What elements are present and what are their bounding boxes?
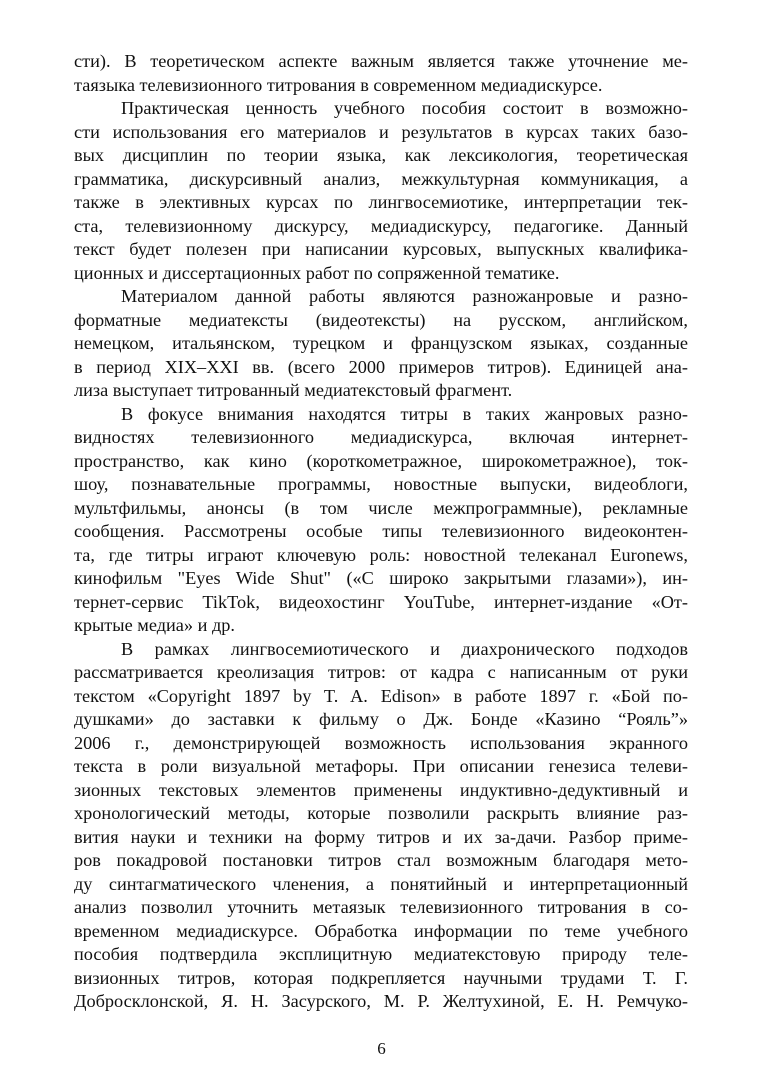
text-line: лиза выступает титрованный медиатекстовый фрагмент. — [74, 380, 513, 400]
text-line: немецком, итальянском, турецком и французском языках, созданные — [74, 333, 688, 353]
paragraph — [74, 638, 688, 1014]
text-line: видностях телевизионного медиадискурса, включая интернет- — [74, 427, 688, 447]
text-line: душками» до заставки к фильму о Дж. Бонде «Казино “Рояль”» — [74, 709, 688, 729]
text-line: та, где титры играют ключевую роль: новостной телеканал Euronews, — [74, 544, 688, 565]
text-line: сти использования его материалов и результатов в курсах таких базо- — [74, 121, 688, 142]
text-line: грамматика, дискурсивный анализ, межкультурная коммуникация, а — [74, 168, 688, 189]
text-line: кинофильм "Eyes Wide Shut" («С широко закрытыми глазами»), ин- — [74, 568, 688, 588]
text-line: Добросклонской, Я. Н. Засурского, М. Р. Желтухиной, Е. Н. Ремчуко- — [74, 991, 688, 1011]
text-line: крытые медиа» и др. — [74, 615, 235, 635]
text-line: ционных и диссертационных работ по сопряженной тематике. — [74, 262, 560, 283]
text-line: зионных текстовых элементов применены индуктивно-дедуктивный и — [74, 779, 688, 800]
text-line: также в элективных курсах по лингвосемиотике, интерпретации тек- — [74, 192, 688, 212]
text-line: сти). В теоретическом аспекте важным является также уточнение ме- — [74, 51, 688, 71]
text-line: ду синтагматического членения, а понятийный и интерпретационный — [74, 873, 688, 894]
text-line: в период XIX–XXI вв. (всего 2000 примеров титров). Единицей ана- — [74, 356, 688, 377]
text-line: пособия подтвердила эксплицитную медиатекстовую природу теле- — [74, 944, 688, 964]
text-line: Практическая ценность учебного пособия состоит в возможно- — [121, 98, 688, 118]
text-line: вития науки и техники на форму титров и их за-дачи. Разбор приме- — [74, 826, 688, 847]
text-line: вых дисциплин по теории языка, как лексикология, теоретическая — [74, 145, 688, 165]
text-line: мультфильмы, анонсы (в том числе межпрограммные), рекламные — [74, 497, 688, 518]
text-line: текстом «Copyright 1897 by T. A. Edison» в работе 1897 г. «Бой по- — [74, 685, 688, 706]
text-line: временном медиадискурсе. Обработка информации по теме учебного — [74, 920, 688, 941]
text-line: текста в роли визуальной метафоры. При описании генезиса телеви- — [74, 756, 688, 776]
text-line: хронологический методы, которые позволили раскрыть влияние раз- — [74, 803, 688, 823]
paragraph — [74, 97, 688, 285]
text-line: пространство, как кино (короткометражное, широкометражное), ток- — [74, 450, 688, 471]
text-line: рассматривается креолизация титров: от кадра с написанным от руки — [74, 662, 688, 682]
text-line: 2006 г., демонстрирующей возможность использования экранного — [74, 732, 688, 753]
body-text — [74, 50, 688, 1014]
page-number: 6 — [377, 1039, 386, 1058]
text-line: форматные медиатексты (видеотексты) на русском, английском, — [74, 309, 688, 330]
text-line: шоу, познавательные программы, новостные выпуски, видеоблоги, — [74, 474, 688, 494]
paragraph — [74, 285, 688, 403]
text-line: тернет-сервис TikTok, видеохостинг YouTube, интернет-издание «От- — [74, 591, 688, 612]
text-line: В фокусе внимания находятся титры в таких жанровых разно- — [121, 403, 688, 424]
text-line: ста, телевизионному дискурсу, медиадискурсу, педагогике. Данный — [74, 215, 688, 236]
text-line: Материалом данной работы являются разножанровые и разно- — [121, 286, 688, 306]
text-line: сообщения. Рассмотрены особые типы телевизионного видеоконтен- — [74, 521, 688, 541]
paragraph — [74, 50, 688, 97]
text-line: анализ позволил уточнить метаязык телевизионного титрования в со- — [74, 897, 688, 917]
text-line: таязыка телевизионного титрования в современном медиадискурсе. — [74, 74, 603, 95]
text-line: В рамках лингвосемиотического и диахронического подходов — [121, 638, 688, 659]
text-line: ров покадровой постановки титров стал возможным благодаря мето- — [74, 850, 688, 870]
text-line: визионных титров, которая подкрепляется научными трудами Т. Г. — [74, 967, 688, 988]
text-line: текст будет полезен при написании курсовых, выпускных квалифика- — [74, 239, 688, 259]
paragraph — [74, 403, 688, 638]
